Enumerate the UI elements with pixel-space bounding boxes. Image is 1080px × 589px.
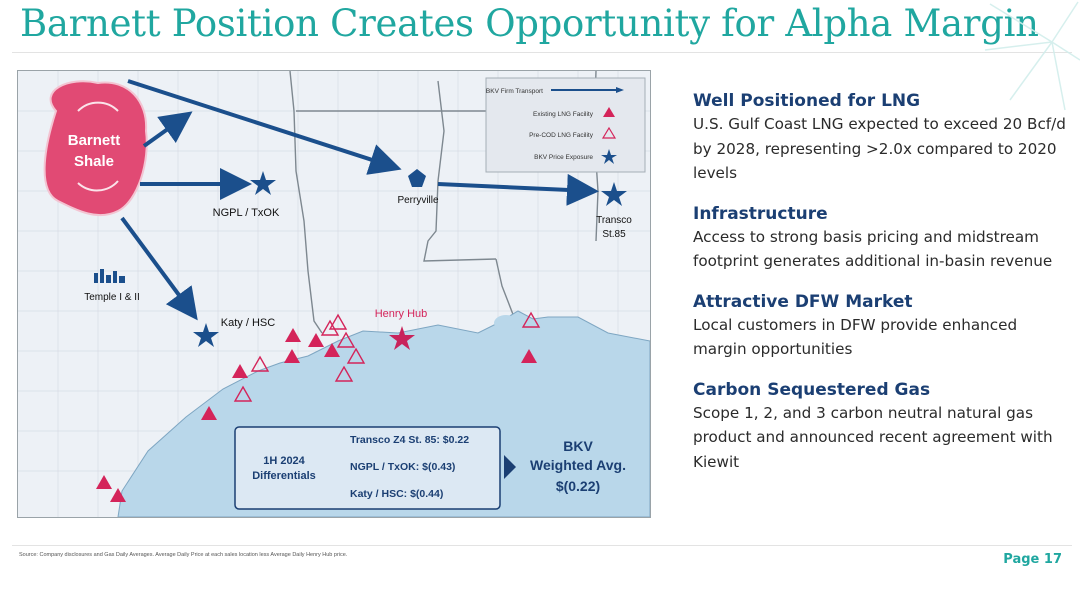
section-heading: Carbon Sequestered Gas [693,379,931,400]
highlight-section [693,90,1073,186]
weighted-label: Weighted Avg. [530,457,626,473]
section-body: Scope 1, 2, and 3 carbon neutral natural gas product and announced recent agreement with Kiewit [693,403,1053,471]
slide-title: Barnett Position Creates Opportunity for Alpha Margin [20,2,1039,45]
weighted-value: $(0.22) [555,478,601,494]
differential-row: NGPL / TxOK: $(0.43) [350,461,456,473]
section-heading: Attractive DFW Market [693,291,913,312]
highlight-section [693,203,1073,274]
ngpl-label: NGPL / TxOK [212,207,280,219]
differentials-heading: Differentials [252,470,316,482]
differentials-box [235,427,500,509]
map-legend [486,78,645,172]
differentials-heading: 1H 2024 [263,455,305,467]
section-body: U.S. Gulf Coast LNG expected to exceed 20 Bcf/d by 2028, representing >2.0x compared to 2020 levels [693,115,1066,182]
henry-hub-label: Henry Hub [374,308,428,320]
shale-label: Shale [73,153,115,170]
legend-label: BKV Firm Transport [485,88,543,95]
highlights-panel [693,90,1073,491]
section-heading: Infrastructure [693,203,828,224]
highlight-section [693,379,1073,475]
transco-label: Transco [596,215,632,226]
shale-label: Barnett [67,132,121,149]
legend-label: BKV Price Exposure [534,154,593,161]
section-body: Local customers in DFW provide enhanced margin opportunities [693,315,1018,358]
bay [494,315,518,331]
legend-label: Existing LNG Facility [533,111,593,118]
source-note: Source: Company disclosures and Gas Daily Averages. Average Daily Price at each sales location less Average Daily Henry Hub price. [19,552,348,558]
differential-row: Katy / HSC: $(0.44) [350,488,444,500]
perryville-label: Perryville [397,195,439,206]
weighted-label: BKV [563,438,593,454]
bay [520,328,536,338]
temple-label: Temple I & II [84,292,140,303]
section-heading: Well Positioned for LNG [693,91,921,111]
section-body: Access to strong basis pricing and midstream footprint generates additional in-basin revenue [693,227,1053,270]
differential-row: Transco Z4 St. 85: $0.22 [350,434,470,446]
katy-label: Katy / HSC [220,317,276,329]
highlight-section [693,291,1073,362]
page-number: Page 17 [1003,552,1062,567]
legend-label: Pre-COD LNG Facility [529,132,593,139]
footer-divider [12,545,1072,546]
gulf-coast-map [17,70,651,518]
transco-label: St.85 [602,229,626,240]
